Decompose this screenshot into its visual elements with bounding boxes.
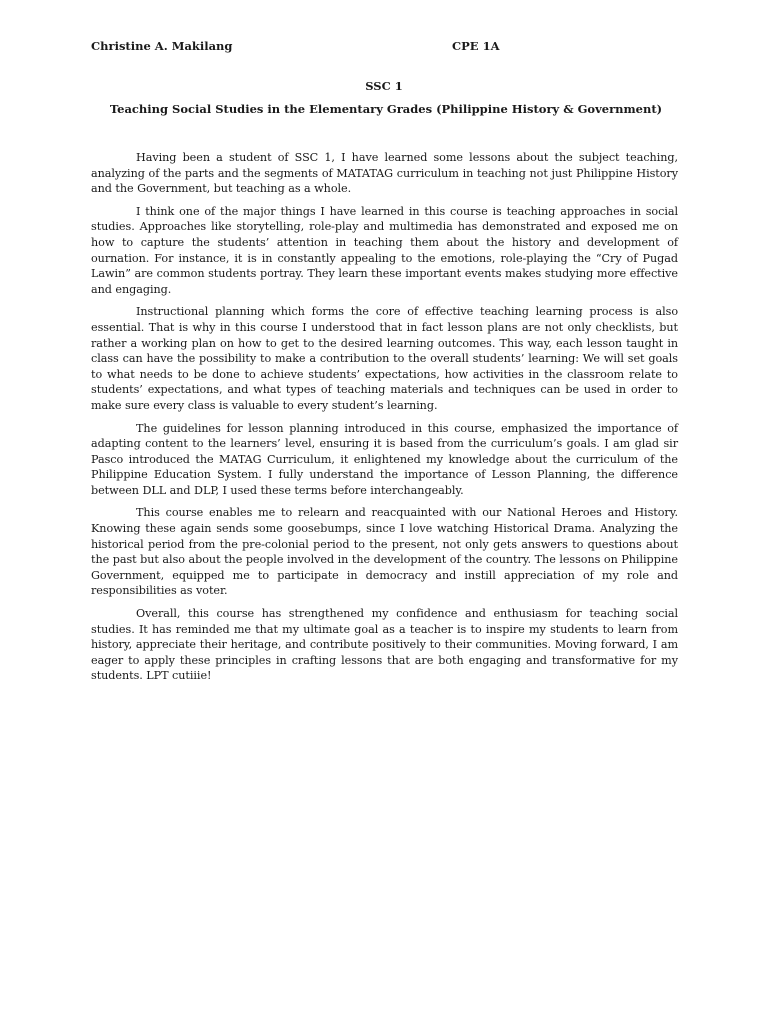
subject-code-text: SSC 1 xyxy=(365,79,403,93)
paragraph-1: Having been a student of SSC 1, I have learned some lessons about the subject teaching, analyzing of the parts and the segments of MATATAG curriculum in teaching not just Philippine History and the Government, but teaching as a whole. xyxy=(91,151,678,196)
subject-code xyxy=(0,78,768,94)
paragraph-6: Overall, this course has strengthened my confidence and enthusiasm for teaching social studies. It has reminded me that my ultimate goal as a teacher is to inspire my students to learn from history, appreciate their heritage, and contribute positively to their communities. Moving forward, I am eager to apply these principles in crafting lessons that are both engaging and transformative for my students. LPT cutiiie! xyxy=(91,607,678,683)
paragraph-3: Instructional planning which forms the core of effective teaching learning process is also essential. That is why in this course I understood that in fact lesson plans are not only checklists, but rather a working plan on how to get to the desired learning outcomes. This way, each lesson taught in class can have the possibility to make a contribution to the overall students’ learning: We will set goals to what needs to be done to achieve students’ expectations, how activities in the classroom relate to students’ expectations, and what types of teaching materials and techniques can be used in order to make sure every class is valuable to every student’s learning. xyxy=(91,305,678,412)
author-name: Christine A. Makilang xyxy=(91,39,233,53)
essay-body xyxy=(91,150,678,691)
paragraph-5: This course enables me to relearn and reacquainted with our National Heroes and History. Knowing these again sends some goosebumps, since I love watching Historical Drama. Analyzing the historical period from the pre-colonial period to the present, not only gets answers to questions about the past but also about the people involved in the development of the country. The lessons on Philippine Government, equipped me to participate in democracy and instill appreciation of my role and responsibilities as voter. xyxy=(91,506,678,598)
paragraph-2: I think one of the major things I have learned in this course is teaching approaches in social studies. Approaches like storytelling, role-play and multimedia has demonstrated and exposed me on how to capture the students’ attention in teaching them about the history and development of ournation. For instance, it is in constantly appealing to the emotions, role-playing the “Cry of Pugad Lawin” are common students portray. They learn these important events makes studying more effective and engaging. xyxy=(91,204,678,296)
subject-title: Teaching Social Studies in the Elementary Grades (Philippine History & Government) xyxy=(109,102,663,116)
paragraph-4: The guidelines for lesson planning introduced in this course, emphasized the importance of adapting content to the learners’ level, ensuring it is based from the curriculum’s goals. I am glad sir Pasco introduced the MATAG Curriculum, it enlightened my knowledge about the curriculum of the Philippine Education System. I fully understand the importance of Lesson Planning, the difference between DLL and DLP, I used these terms before interchangeably. xyxy=(91,421,678,497)
course-section: CPE 1A xyxy=(452,39,500,53)
